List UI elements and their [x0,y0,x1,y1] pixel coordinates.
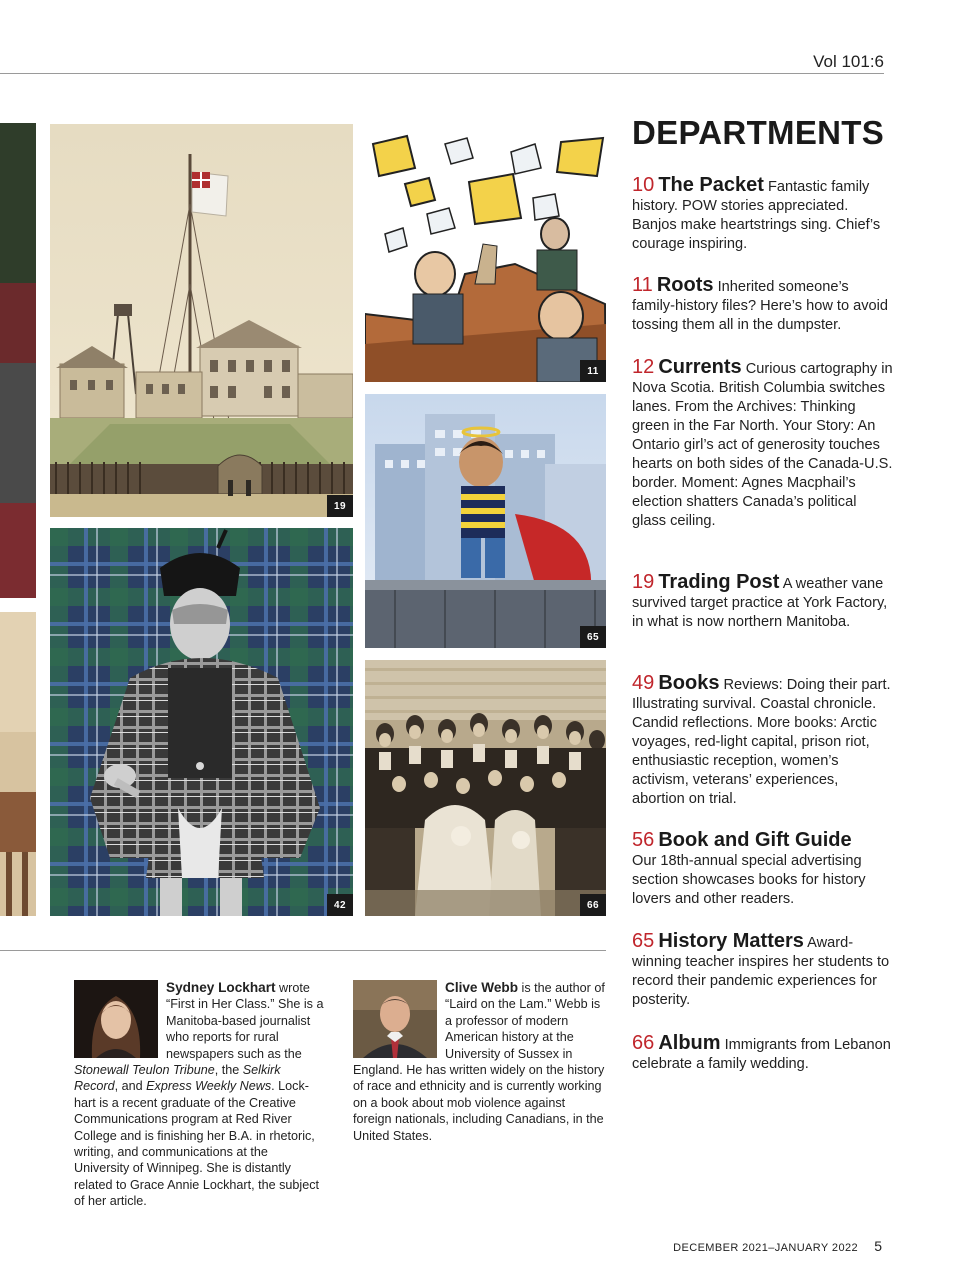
contributor-portrait [353,980,437,1058]
dept-entry-books[interactable] [632,674,894,809]
page-badge: 42 [327,894,353,916]
highland-portrait-photo[interactable] [50,528,353,916]
contributor-name: Sydney Lockhart [166,980,276,995]
dept-entry-book-and-gift-guide[interactable] [632,831,894,909]
entry-page: 11 [632,274,653,296]
entry-desc: Immigrants from Lebanon celebrate a family wedding. [632,1037,891,1072]
publication-name: Express Weekly News [146,1079,272,1094]
contributor-bio-part: , and [114,1079,147,1094]
entry-name: History Matters [658,930,804,952]
entry-name: Book and Gift Guide [658,829,852,851]
dept-entry-trading-post[interactable] [632,573,894,632]
entry-page: 49 [632,672,655,694]
dept-entry-roots[interactable] [632,276,894,335]
entry-page: 10 [632,174,655,196]
issue-date: DECEMBER 2021–JANUARY 2022 [673,1242,858,1254]
entry-desc: Inherited someone’s family-history files? Here’s how to avoid tossing them all in the dumpster. [632,279,889,333]
entry-desc: Award-winning teacher inspires her students to record their pandemic experiences for posterity. [632,935,890,1008]
contributor-bio-part: , the [214,1063,243,1078]
dept-entry-the-packet[interactable] [632,176,894,254]
entry-name: Trading Post [658,571,780,593]
superhero-photo[interactable] [365,394,606,648]
departments-heading: DEPARTMENTS [632,114,885,151]
contributor-bio-part: . Lockhart is a recent graduate of the Creative Communications program at Red River College and is finishing her B.A. in rhetoric, writing, and communications at the University of Winnipeg. She is distantly related to Grace Annie Lockhart, the subject of her article. [74,1079,320,1209]
cartoon-photo[interactable] [365,124,606,382]
entry-name: Books [658,672,720,694]
contributor-portrait [74,980,158,1058]
page-number: 5 [874,1238,882,1254]
left-edge-photo-bottom [0,612,36,916]
top-divider [0,73,884,74]
entry-page: 56 [632,829,655,851]
entry-page: 65 [632,930,655,952]
entry-desc: Fantastic family history. POW stories appreciated. Banjos make heartstrings sing. Chief’s courage inspiring. [632,179,881,252]
entry-name: Currents [658,356,742,378]
entry-desc: A weather vane survived target practice at York Factory, in what is now northern Manitoba. [632,576,888,630]
fort-painting-photo[interactable] [50,124,353,517]
publication-name: Selkirk Record [74,1063,281,1094]
contributor-bio-part: is the author of “Laird on the Lam.” Webb is a professor of modern American history at the University of Sussex in England. He has written widely on the history of race and ethnicity and is currently working on a book about mob violence against foreign nationals, including Canadians, in the United States. [353,981,605,1143]
wedding-photo[interactable] [365,660,606,916]
dept-entry-currents[interactable] [632,358,894,531]
contributor-name: Clive Webb [445,980,519,995]
contributor-sydney-lockhart [74,980,324,1210]
volume-label: Vol 101:6 [813,52,884,71]
entry-name: The Packet [658,174,764,196]
entry-page: 19 [632,571,655,593]
left-edge-photo-top [0,123,36,598]
entry-name: Album [658,1032,721,1054]
page-badge: 65 [580,626,606,648]
entry-desc: Our 18th-annual special advertising section showcases books for history lovers and other readers. [632,853,866,907]
contributor-clive-webb [353,980,605,1144]
entry-desc: Reviews: Doing their part. Illustrating survival. Coastal chronicle. Candid reflections. More books: Arctic voyages, red-light capital, prison riot, enthusiastic reception, women’s activism, veterans’ experiences, abortion on trial. [632,677,891,807]
entry-name: Roots [656,274,714,296]
publication-name: Stonewall Teulon Tribune [74,1063,215,1078]
dept-entry-history-matters[interactable] [632,932,894,1010]
dept-entry-album[interactable] [632,1034,894,1074]
page-badge: 66 [580,894,606,916]
contributors-divider [0,950,606,951]
page-badge: 11 [580,360,606,382]
page-badge: 19 [327,495,353,517]
contributor-bio-part: wrote “First in Her Class.” She is a Manitoba-based journalist who reports for rural newspapers such as the [166,981,324,1061]
entry-desc: Curious cartography in Nova Scotia. British Columbia switches lanes. From the Archives: Thinking green in the Far North. Your Story: An Ontario girl’s act of generosity touches hearts on both sides of the Canada-U.S. border. Moment: Agnes Macphail’s election shatters Canada’s political glass ceiling. [632,361,893,529]
entry-page: 12 [632,356,655,378]
entry-page: 66 [632,1032,655,1054]
